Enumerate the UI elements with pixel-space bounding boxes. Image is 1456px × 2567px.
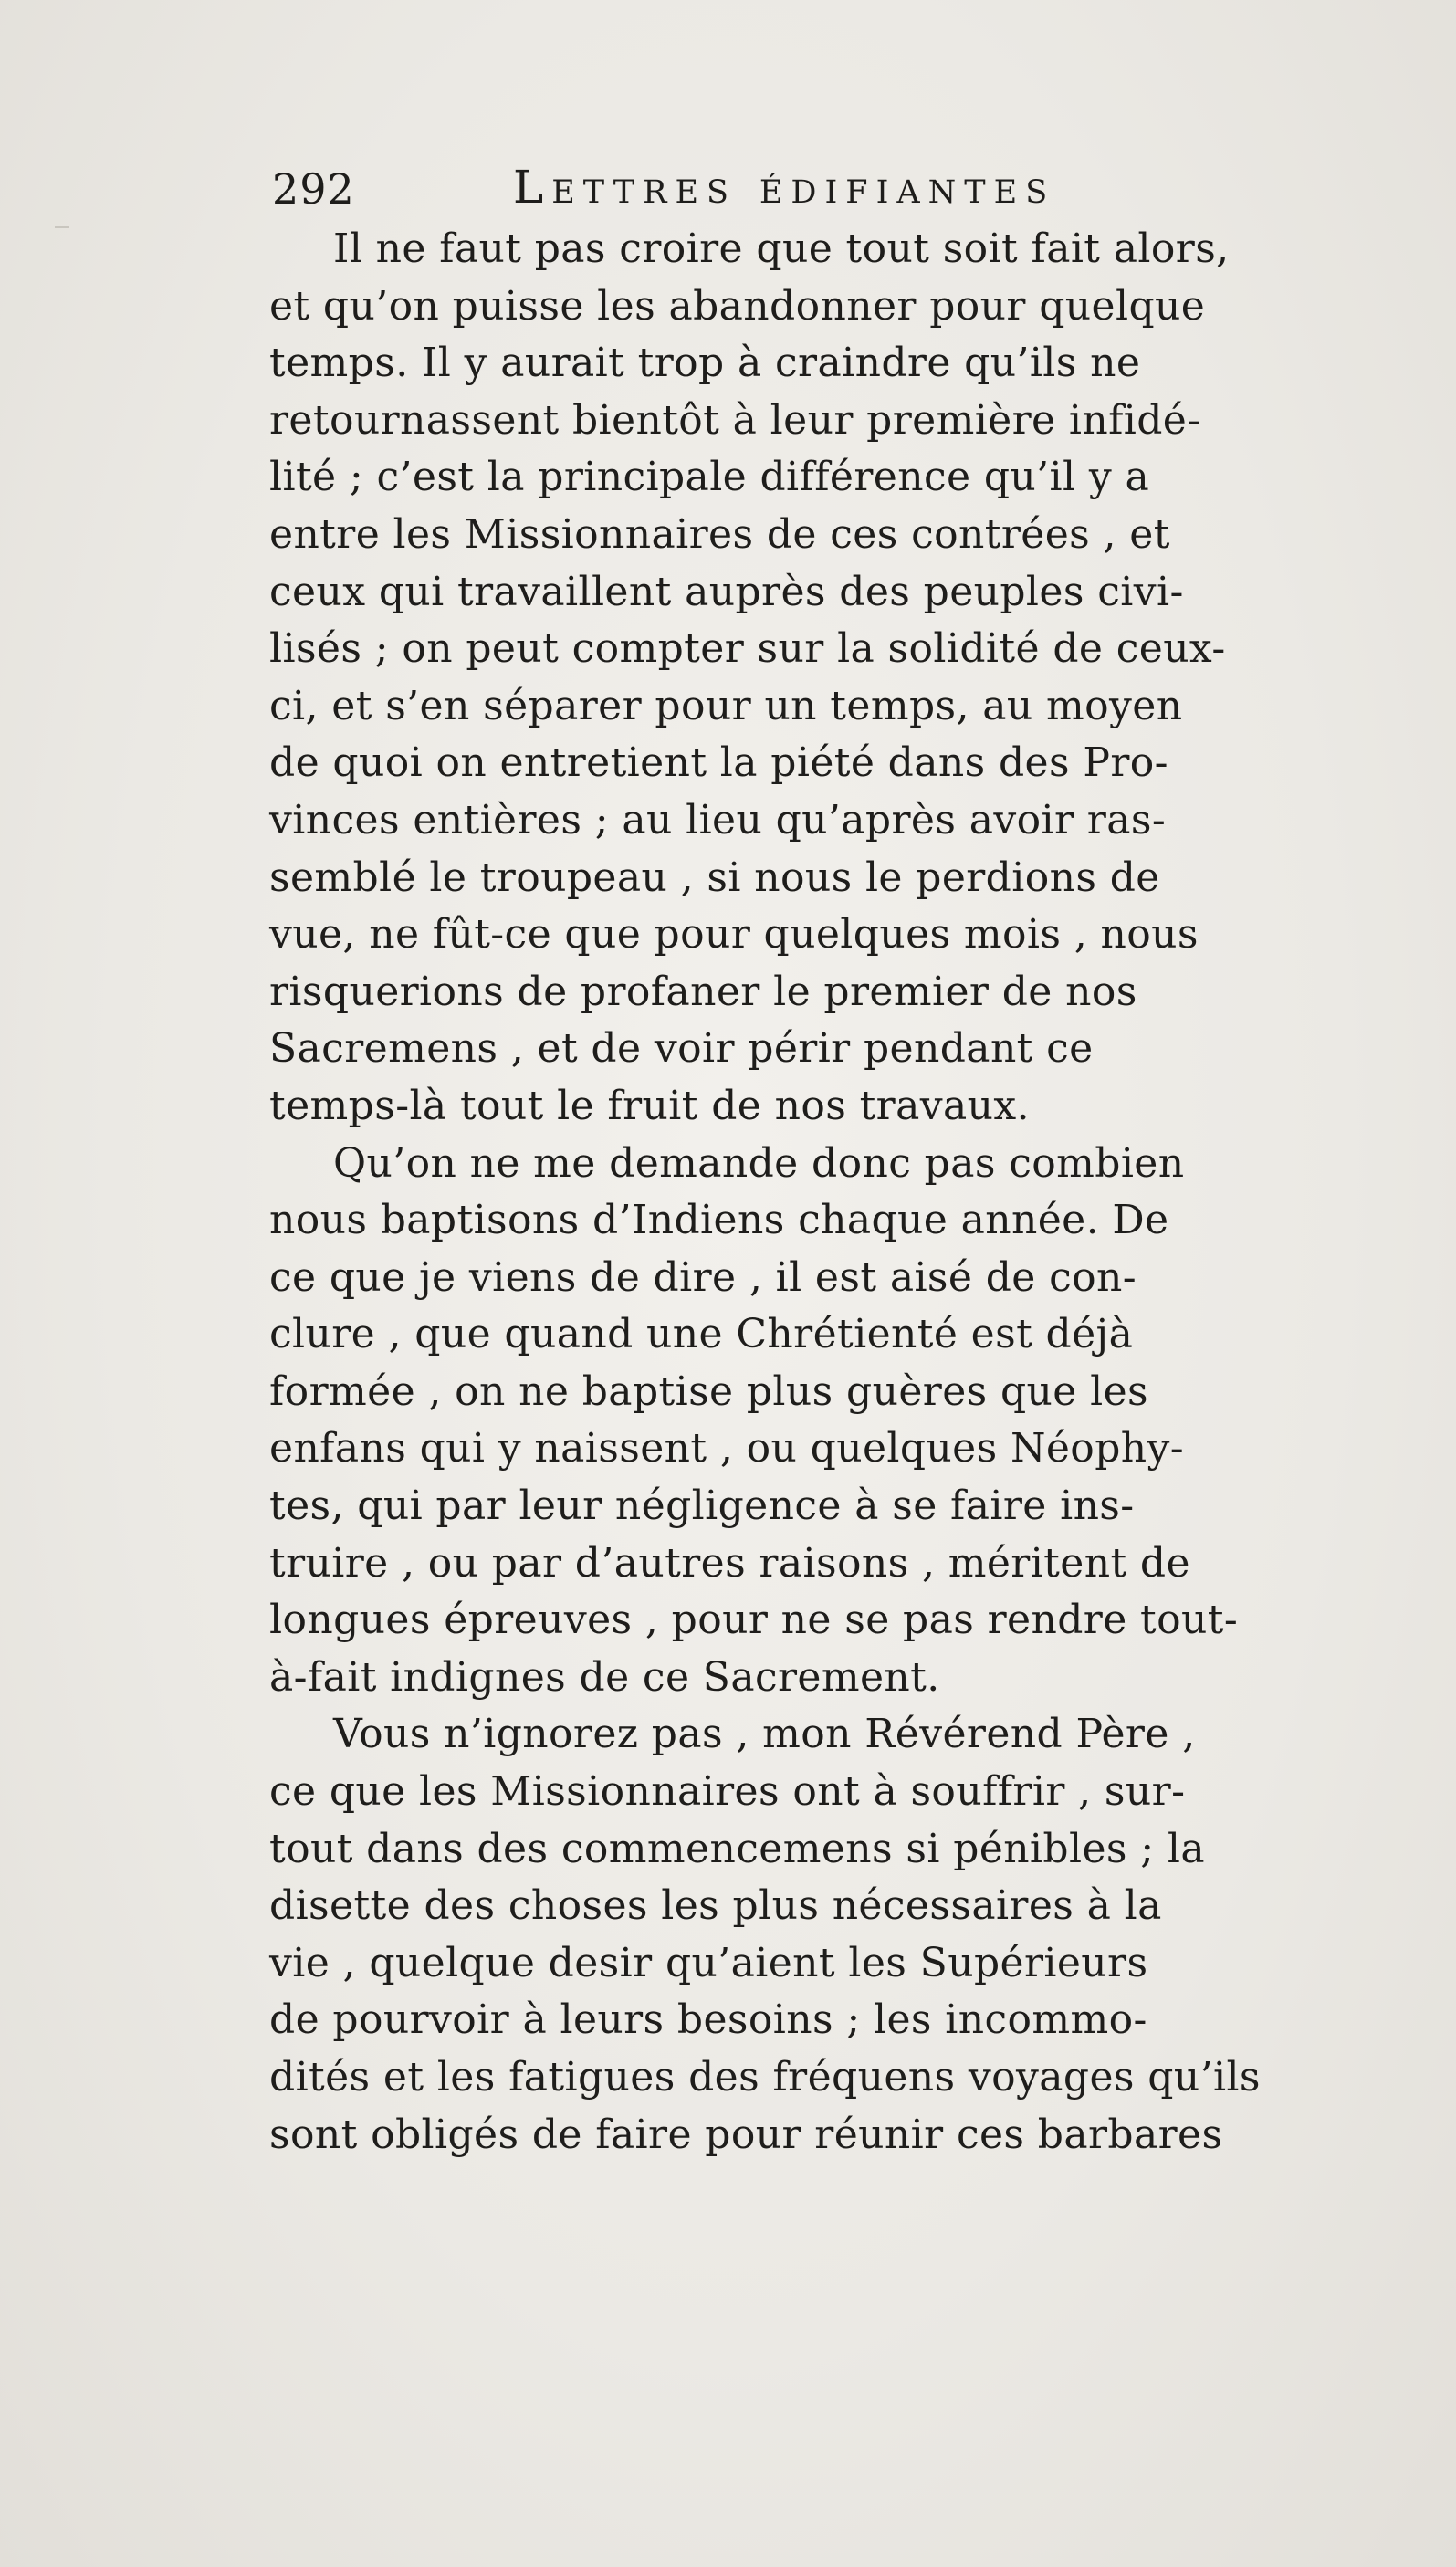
text-line: risquerions de profaner le premier de nos — [269, 968, 1137, 1015]
text-line: de quoi on entretient la piété dans des Pro- — [269, 739, 1168, 787]
text-line: ce que les Missionnaires ont à souffrir , sur- — [269, 1768, 1186, 1816]
text-line: truire , ou par d’autres raisons , méritent de — [269, 1539, 1190, 1587]
text-line: disette des choses les plus nécessaires à la — [269, 1882, 1162, 1930]
text-line: lisés ; on peut compter sur la solidité de ceux- — [269, 625, 1226, 673]
text-line: semblé le troupeau , si nous le perdions de — [269, 854, 1160, 901]
text-line: vue, ne fût-ce que pour quelques mois , nous — [269, 911, 1199, 959]
text-line: ci, et s’en séparer pour un temps, au moyen — [269, 682, 1183, 729]
text-line: tout dans des commencemens si pénibles ; la — [269, 1825, 1205, 1872]
text-line: sont obligés de faire pour réunir ces barbares — [269, 2111, 1223, 2158]
text-line: entre les Missionnaires de ces contrées , et — [269, 510, 1170, 558]
text-line: dités et les fatigues des fréquens voyages qu’ils — [269, 2054, 1261, 2101]
text-line: à-fait indignes de ce Sacrement. — [269, 1653, 940, 1701]
text-line: et qu’on puisse les abandonner pour quelque — [269, 282, 1206, 330]
text-line: Il ne faut pas croire que tout soit fait alors, — [333, 225, 1230, 272]
text-line: vie , quelque desir qu’aient les Supérieurs — [269, 1939, 1148, 1986]
text-line: nous baptisons d’Indiens chaque année. De — [269, 1197, 1169, 1244]
text-line: de pourvoir à leurs besoins ; les incommo- — [269, 1996, 1147, 2044]
text-line: vinces entières ; au lieu qu’après avoir ras- — [269, 796, 1167, 843]
text-line: lité ; c’est la principale différence qu’il y a — [269, 454, 1150, 501]
text-line: Qu’on ne me demande donc pas combien — [333, 1139, 1185, 1187]
body-text — [269, 221, 1365, 2164]
text-line: longues épreuves , pour ne se pas rendre tout- — [269, 1597, 1239, 1644]
page-edge-mark — [55, 226, 69, 228]
page-header — [272, 155, 1185, 228]
text-line: Sacremens , et de voir périr pendant ce — [269, 1025, 1094, 1073]
text-line: enfans qui y naissent , ou quelques Néophy- — [269, 1425, 1185, 1472]
text-line: temps-là tout le fruit de nos travaux. — [269, 1082, 1030, 1129]
text-line: tes, qui par leur négligence à se faire ins- — [269, 1483, 1135, 1530]
running-title: Lettres édifiantes — [513, 161, 1056, 214]
text-line: ce que je viens de dire , il est aisé de con- — [269, 1253, 1137, 1301]
text-line: formée , on ne baptise plus guères que les — [269, 1367, 1149, 1415]
page-number: 292 — [272, 164, 355, 214]
text-line: clure , que quand une Chrétienté est déjà — [269, 1311, 1134, 1358]
text-line: retournassent bientôt à leur première infidé- — [269, 396, 1201, 444]
text-line: ceux qui travaillent auprès des peuples civi- — [269, 568, 1184, 615]
text-line: temps. Il y aurait trop à craindre qu’ils ne — [269, 340, 1141, 387]
text-line: Vous n’ignorez pas , mon Révérend Père , — [333, 1711, 1196, 1758]
